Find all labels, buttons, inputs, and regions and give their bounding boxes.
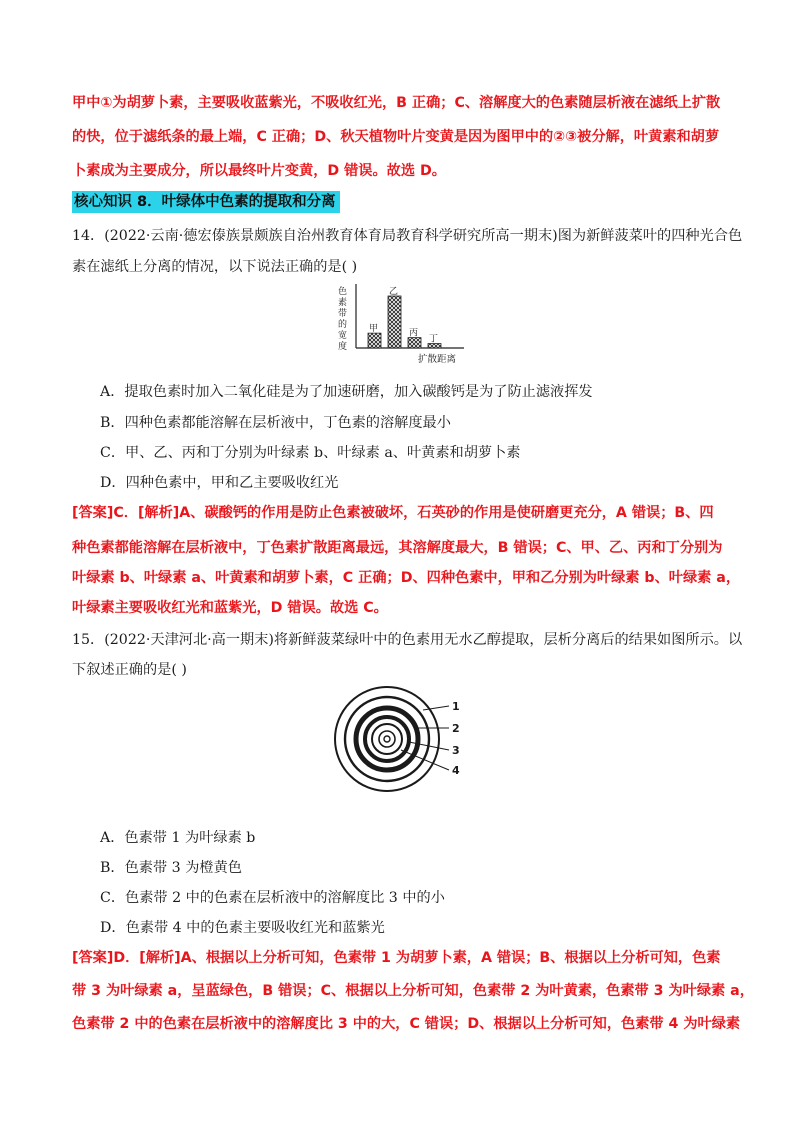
y-axis-char: 度 <box>338 342 348 352</box>
q14-stem-line-1: 14．(2022·云南·德宏傣族景颇族自治州教育体育局教育科学研究所高一期末)图为新鲜菠菜叶的四种光合色 <box>72 228 743 244</box>
q15-stem-line-1: 15．(2022·天津河北·高一期末)将新鲜菠菜绿叶中的色素用无水乙醇提取，层析分离后的结果如图所示。以 <box>72 632 743 648</box>
x-axis-label: 扩散距离 <box>418 354 457 365</box>
q14-option-c: C．甲、乙、丙和丁分别为叶绿素 b、叶绿素 a、叶黄素和胡萝卜素 <box>100 445 521 461</box>
bar-label-4: 丁 <box>429 334 439 345</box>
intro-answer-line-3: 卜素成为主要成分，所以最终叶片变黄，D 错误。故选 D。 <box>72 163 446 179</box>
ring-inner <box>379 731 395 747</box>
q15-option-b: B．色素带 3 为橙黄色 <box>100 860 242 876</box>
intro-answer-line-1: 甲中①为胡萝卜素，主要吸收蓝紫光，不吸收红光，B 正确；C、溶解度大的色素随层析液在滤纸上扩散 <box>72 95 721 111</box>
q15-ring-figure <box>325 684 475 794</box>
q15-answer-line-2: 带 3 为叶绿素 a，呈蓝绿色，B 错误；C、根据以上分析可知，色素带 2 为叶黄素，色素带 3 为叶绿素 a， <box>72 983 754 999</box>
q15-stem-line-2: 下叙述正确的是( ) <box>72 662 187 678</box>
q14-option-b: B．四种色素都能溶解在层析液中，丁色素的溶解度最小 <box>100 415 451 431</box>
q15-answer-line-3: 色素带 2 中的色素在层析液中的溶解度比 3 中的大，C 错误；D、根据以上分析可知，色素带 4 为叶绿素 <box>72 1016 741 1032</box>
y-axis-char: 色 <box>338 287 348 297</box>
bar-1 <box>368 333 381 348</box>
y-axis-char: 的 <box>338 320 348 330</box>
bar-2 <box>388 296 401 348</box>
ring-band-4 <box>372 724 402 754</box>
section-heading: 核心知识 8．叶绿体中色素的提取和分离 <box>72 191 340 213</box>
ring-label-3: 3 <box>452 744 460 757</box>
q14-stem-line-2: 素在滤纸上分离的情况，以下说法正确的是( ) <box>72 259 358 275</box>
q14-answer-line-1: [答案]C．[解析]A、碳酸钙的作用是防止色素被破坏，石英砂的作用是使研磨更充分，A 错误；B、四 <box>72 505 714 521</box>
q15-answer-line-1: [答案]D．[解析]A、根据以上分析可知，色素带 1 为胡萝卜素，A 错误；B、根据以上分析可知，色素 <box>72 950 721 966</box>
y-axis-char: 宽 <box>338 331 348 341</box>
bar-label-2: 乙 <box>389 287 399 297</box>
y-axis-char: 带 <box>338 309 348 319</box>
q14-answer-line-2: 种色素都能溶解在层析液中，丁色素扩散距离最远，其溶解度最大，B 错误；C、甲、乙、丙和丁分别为 <box>72 540 723 556</box>
q14-option-d: D．四种色素中，甲和乙主要吸收红光 <box>100 475 339 491</box>
q14-bar-figure <box>336 282 476 368</box>
q15-option-d: D．色素带 4 中的色素主要吸收红光和蓝紫光 <box>100 920 385 936</box>
q14-option-a: A．提取色素时加入二氧化硅是为了加速研磨，加入碳酸钙是为了防止滤液挥发 <box>100 384 593 400</box>
q14-answer-line-3: 叶绿素 b、叶绿素 a、叶黄素和胡萝卜素，C 正确；D、四种色素中，甲和乙分别为叶绿素 b、叶绿素 a， <box>72 570 741 586</box>
bar-label-3: 丙 <box>409 328 419 339</box>
ring-label-1: 1 <box>452 700 460 713</box>
ring-label-4: 4 <box>452 764 460 777</box>
ring-label-2: 2 <box>452 722 460 735</box>
q15-option-a: A．色素带 1 为叶绿素 b <box>100 830 256 846</box>
ring-outer <box>335 687 439 791</box>
bar-label-1: 甲 <box>369 324 379 335</box>
intro-answer-line-2: 的快，位于滤纸条的最上端，C 正确；D、秋天植物叶片变黄是因为图甲中的②③被分解，叶黄素和胡萝 <box>72 129 720 145</box>
q15-option-c: C．色素带 2 中的色素在层析液中的溶解度比 3 中的小 <box>100 890 445 906</box>
y-axis-char: 素 <box>338 298 348 308</box>
ring-center <box>384 736 390 742</box>
q14-answer-line-4: 叶绿素主要吸收红光和蓝紫光，D 错误。故选 C。 <box>72 600 388 616</box>
bar-3 <box>408 338 421 348</box>
